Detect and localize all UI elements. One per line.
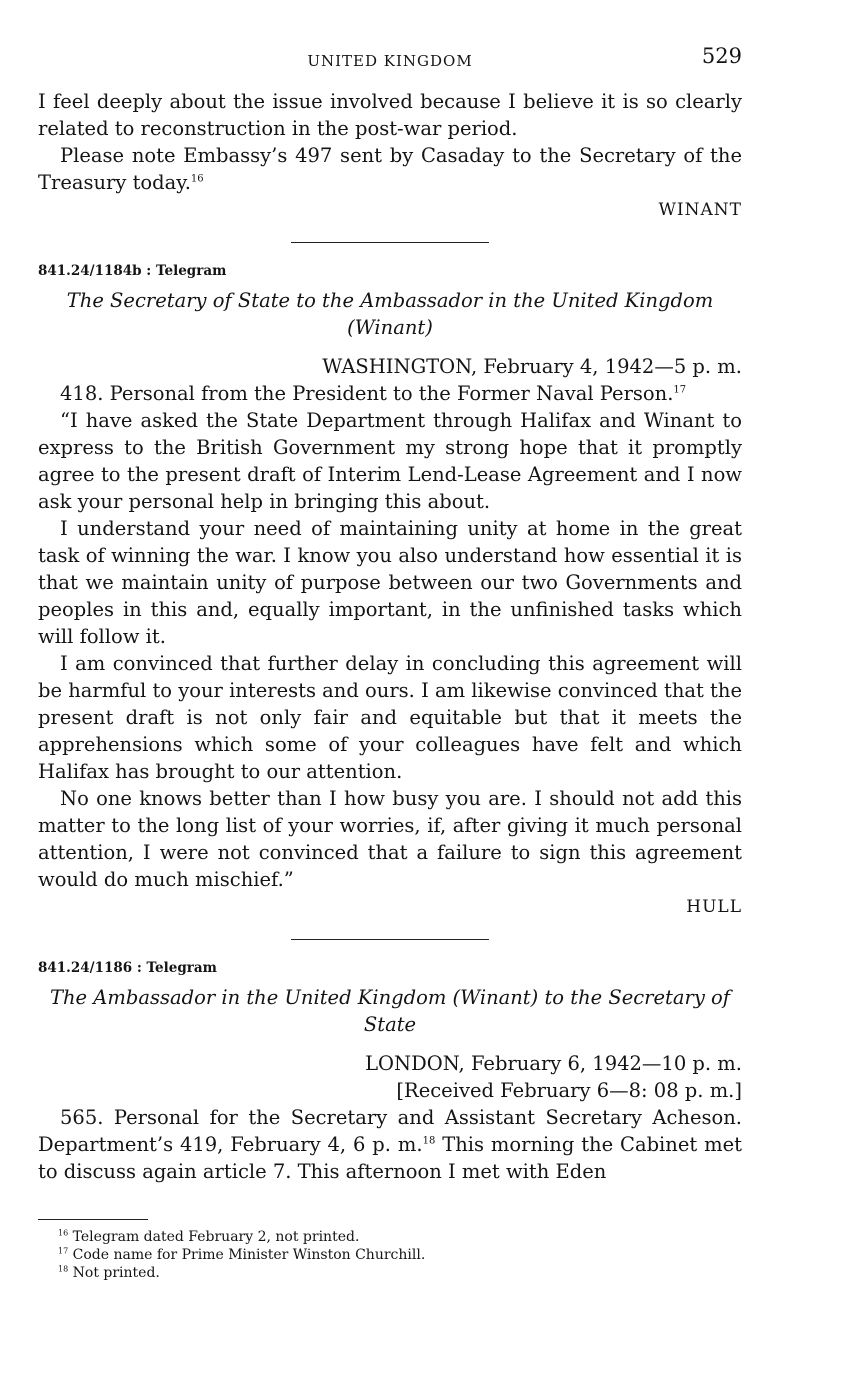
footnote-17-text: Code name for Prime Minister Winston Churchill. xyxy=(72,1247,426,1263)
doc3-file-reference: 841.24/1186 : Telegram xyxy=(38,960,217,976)
doc3-section xyxy=(38,958,742,1185)
footnote-16-number: 16 xyxy=(58,1228,69,1238)
doc2-date: February 4, 1942—5 p. m. xyxy=(483,355,742,378)
doc1-section xyxy=(38,88,742,222)
doc3-paragraph-1 xyxy=(38,1104,742,1185)
footnote-ref-16: 16 xyxy=(190,173,204,185)
footnote-16 xyxy=(58,1228,738,1246)
running-head: UNITED KINGDOM xyxy=(307,52,473,70)
page-content xyxy=(38,88,742,1185)
footnote-16-text: Telegram dated February 2, not printed. xyxy=(72,1229,360,1245)
doc2-paragraph-5: No one knows better than I how busy you are. I should not add this matter to the long list of your worries, if, after giving it much personal attention, I were not convinced that a failure to sign this agreement would do much mischief.” xyxy=(38,787,742,891)
footnote-18-number: 18 xyxy=(58,1264,69,1274)
doc2-signature: HULL xyxy=(686,897,742,917)
doc1-signature: WINANT xyxy=(658,200,742,220)
doc1-paragraph-2 xyxy=(38,142,742,196)
doc2-paragraph-1-text: 418. Personal from the President to the Former Naval Person. xyxy=(60,382,674,405)
section-divider-1 xyxy=(291,242,489,243)
doc3-paragraph-1-text-a: 565. Personal for the Secretary and Assistant Secretary Acheson. Department’s 419, February 4, 6 p. m. xyxy=(38,1106,742,1156)
doc1-paragraph-2-text: Please note Embassy’s 497 sent by Casaday to the Secretary of the Treasury today. xyxy=(38,144,742,194)
doc2-file-reference: 841.24/1184b : Telegram xyxy=(38,263,227,279)
doc3-paragraph-1-text-b: This morning the Cabinet met to discuss again article 7. This afternoon I met with Eden xyxy=(38,1133,742,1183)
doc1-paragraph-1: I feel deeply about the issue involved because I believe it is so clearly related to reconstruction in the post-war period. xyxy=(38,90,742,140)
doc2-paragraph-1 xyxy=(38,380,742,407)
doc3-dateline xyxy=(38,1050,742,1077)
page-header xyxy=(38,44,742,74)
footnote-17 xyxy=(58,1246,738,1264)
footnote-ref-17: 17 xyxy=(673,384,687,396)
doc2-paragraph-2: “I have asked the State Department through Halifax and Winant to express to the British Government my strong hope that it promptly agree to the present draft of Interim Lend-Lease Agreement and I now ask your personal help in bringing this about. xyxy=(38,409,742,513)
footnotes xyxy=(58,1228,738,1282)
doc2-section xyxy=(38,261,742,919)
doc3-date: February 6, 1942—10 p. m. xyxy=(470,1052,742,1075)
footnote-17-number: 17 xyxy=(58,1246,69,1256)
section-divider-2 xyxy=(291,939,489,940)
doc3-title: The Ambassador in the United Kingdom (Winant) to the Secretary of State xyxy=(49,986,730,1036)
page-number: 529 xyxy=(701,44,742,68)
doc2-paragraph-3: I understand your need of maintaining unity at home in the great task of winning the war. I know you also understand how essential it is that we maintain unity of purpose between our two Governments and peoples in this and, equally important, in the unfinished tasks which will follow it. xyxy=(38,517,742,648)
footnote-ref-18: 18 xyxy=(422,1135,436,1147)
doc2-place: WASHINGTON, xyxy=(322,355,478,378)
doc3-received: [Received February 6—8: 08 p. m.] xyxy=(396,1079,742,1102)
doc2-title: The Secretary of State to the Ambassador in the United Kingdom (Winant) xyxy=(66,289,714,339)
doc2-dateline xyxy=(38,353,742,380)
doc3-place: LONDON, xyxy=(365,1052,465,1075)
doc2-paragraph-4: I am convinced that further delay in concluding this agreement will be harmful to your interests and ours. I am likewise convinced that the present draft is not only fair and equitable but that it meets the apprehensions which some of your colleagues have felt and which Halifax has brought to our attention. xyxy=(38,652,742,783)
footnote-divider xyxy=(38,1219,148,1220)
footnote-18-text: Not printed. xyxy=(72,1265,160,1281)
footnote-18 xyxy=(58,1264,738,1282)
